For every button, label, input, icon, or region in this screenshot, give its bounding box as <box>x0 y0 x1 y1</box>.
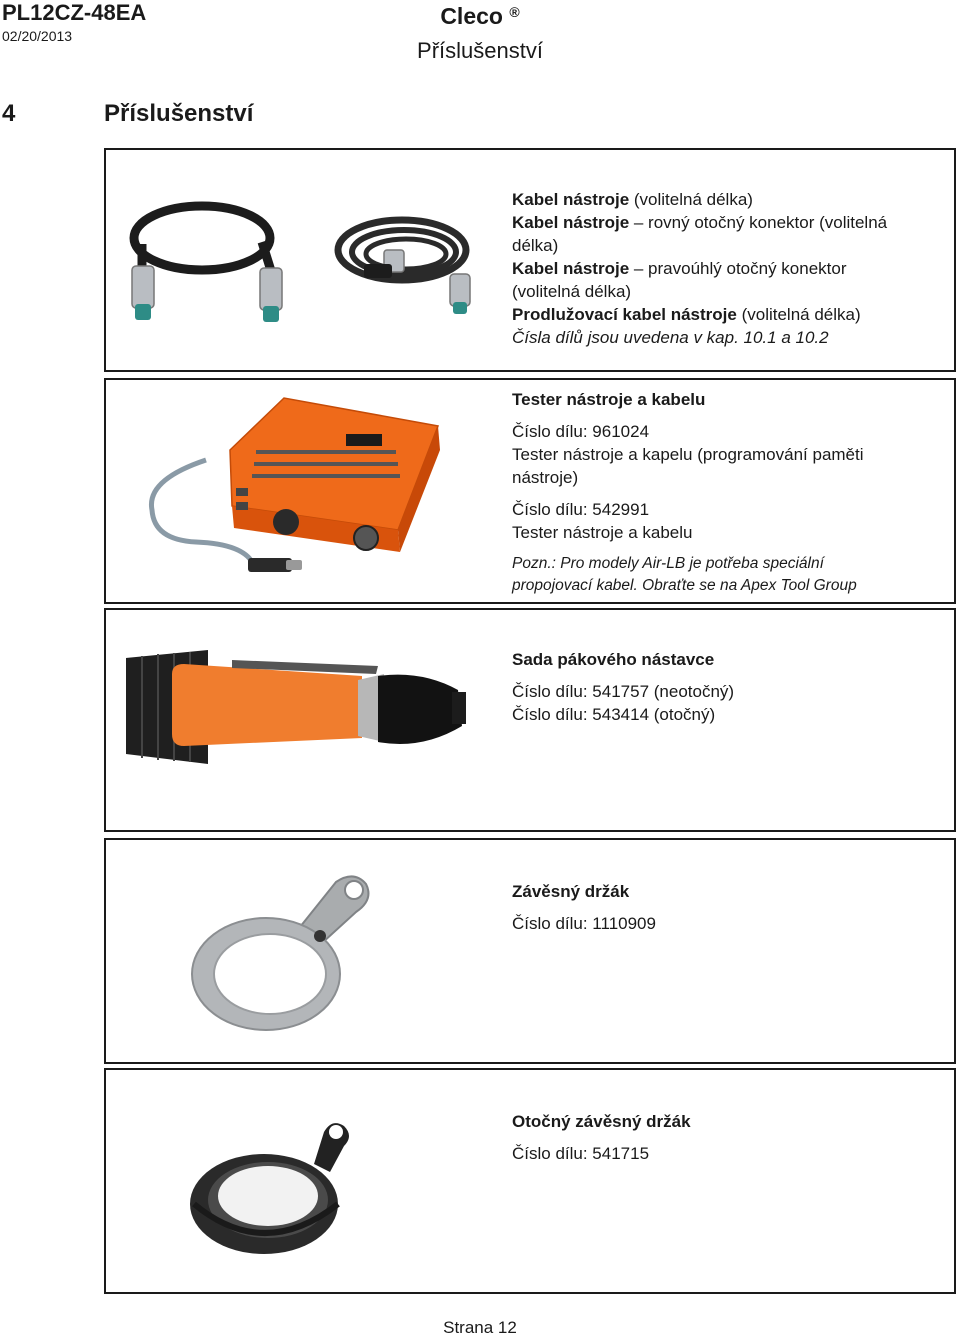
lever-kit-image <box>122 646 472 794</box>
spacer <box>512 411 942 420</box>
document-date: 02/20/2013 <box>2 28 73 44</box>
tester-image <box>136 390 472 590</box>
tester-note-prefix: Pozn. <box>512 555 552 572</box>
accessory-box-lever-kit <box>104 608 956 832</box>
suspension-bail-part: Číslo dílu: 1110909 <box>512 914 656 933</box>
tester-part2-number: Číslo dílu: 542991 <box>512 500 650 519</box>
cable-line-3 <box>512 234 942 257</box>
cable-image <box>122 180 480 340</box>
swivel-bail-description <box>512 1110 942 1165</box>
tester-part1-desc-b: nástroje) <box>512 468 579 487</box>
section-name: Příslušenství <box>417 38 543 63</box>
cable-line-5-rest: (volitelná délka) <box>512 282 632 301</box>
tester-part1-number: Číslo dílu: 961024 <box>512 422 650 441</box>
brand-name: Cleco <box>440 3 503 29</box>
suspension-bail-description <box>512 880 942 935</box>
spacer <box>512 544 942 553</box>
tester-note-b: propojovací kabel. Obraťte se na Apex Tool Group <box>512 577 857 594</box>
cable-line-2-bold: Kabel nástroje <box>512 213 630 232</box>
lever-kit-title: Sada pákového nástavce <box>512 650 715 669</box>
tester-description <box>512 388 942 597</box>
cable-line-3-rest: délka) <box>512 236 559 255</box>
brand-logo <box>376 3 584 30</box>
document-id: PL12CZ-48EA <box>2 0 147 25</box>
spacer <box>512 489 942 498</box>
cable-description <box>512 188 942 349</box>
cable-line-5 <box>512 280 942 303</box>
cable-line-2 <box>512 211 942 234</box>
suspension-bail-title: Závěsný držák <box>512 882 630 901</box>
cable-line-6-bold: Prodlužovací kabel nástroje <box>512 305 737 324</box>
tester-part2-desc: Tester nástroje a kabelu <box>512 523 693 542</box>
swivel-bail-title: Otočný závěsný držák <box>512 1112 691 1131</box>
lever-kit-description <box>512 648 942 726</box>
chapter-number: 4 <box>2 100 16 127</box>
tester-note-a <box>512 553 942 575</box>
accessory-box-tester <box>104 378 956 604</box>
cable-line-2-rest: – rovný otočný konektor (volitelná <box>629 213 888 232</box>
cable-line-4-rest: – pravoúhlý otočný konektor <box>629 259 847 278</box>
spacer <box>512 671 942 680</box>
cable-line-1 <box>512 188 942 211</box>
page-number: Strana 12 <box>443 1318 517 1337</box>
registered-mark: ® <box>509 4 520 20</box>
cable-part-reference: Čísla dílů jsou uvedena v kap. 10.1 a 10.2 <box>512 328 829 347</box>
cable-line-4 <box>512 257 942 280</box>
tester-part1-desc-a: Tester nástroje a kapelu (programování paměti <box>512 445 864 464</box>
accessory-box-suspension-bail <box>104 838 956 1064</box>
spacer <box>512 903 942 912</box>
lever-kit-part-nonswivel: Číslo dílu: 541757 (neotočný) <box>512 682 735 701</box>
spacer <box>512 1133 942 1142</box>
tester-note-text-a: : Pro modely Air-LB je potřeba speciální <box>551 555 824 572</box>
swivel-bail-image <box>184 1112 364 1262</box>
cable-line-6-rest: (volitelná délka) <box>736 305 861 324</box>
lever-kit-part-swivel: Číslo dílu: 543414 (otočný) <box>512 705 716 724</box>
cable-line-6 <box>512 303 942 326</box>
chapter-title: Příslušenství <box>104 100 254 127</box>
accessory-box-swivel-bail <box>104 1068 956 1294</box>
swivel-bail-part: Číslo dílu: 541715 <box>512 1144 650 1163</box>
tester-title: Tester nástroje a kabelu <box>512 390 706 409</box>
cable-line-1-bold: Kabel nástroje <box>512 190 630 209</box>
cable-line-4-bold: Kabel nástroje <box>512 259 630 278</box>
accessory-box-cables <box>104 148 956 372</box>
suspension-bail-image <box>186 870 392 1038</box>
cable-line-1-rest: (volitelná délka) <box>629 190 753 209</box>
